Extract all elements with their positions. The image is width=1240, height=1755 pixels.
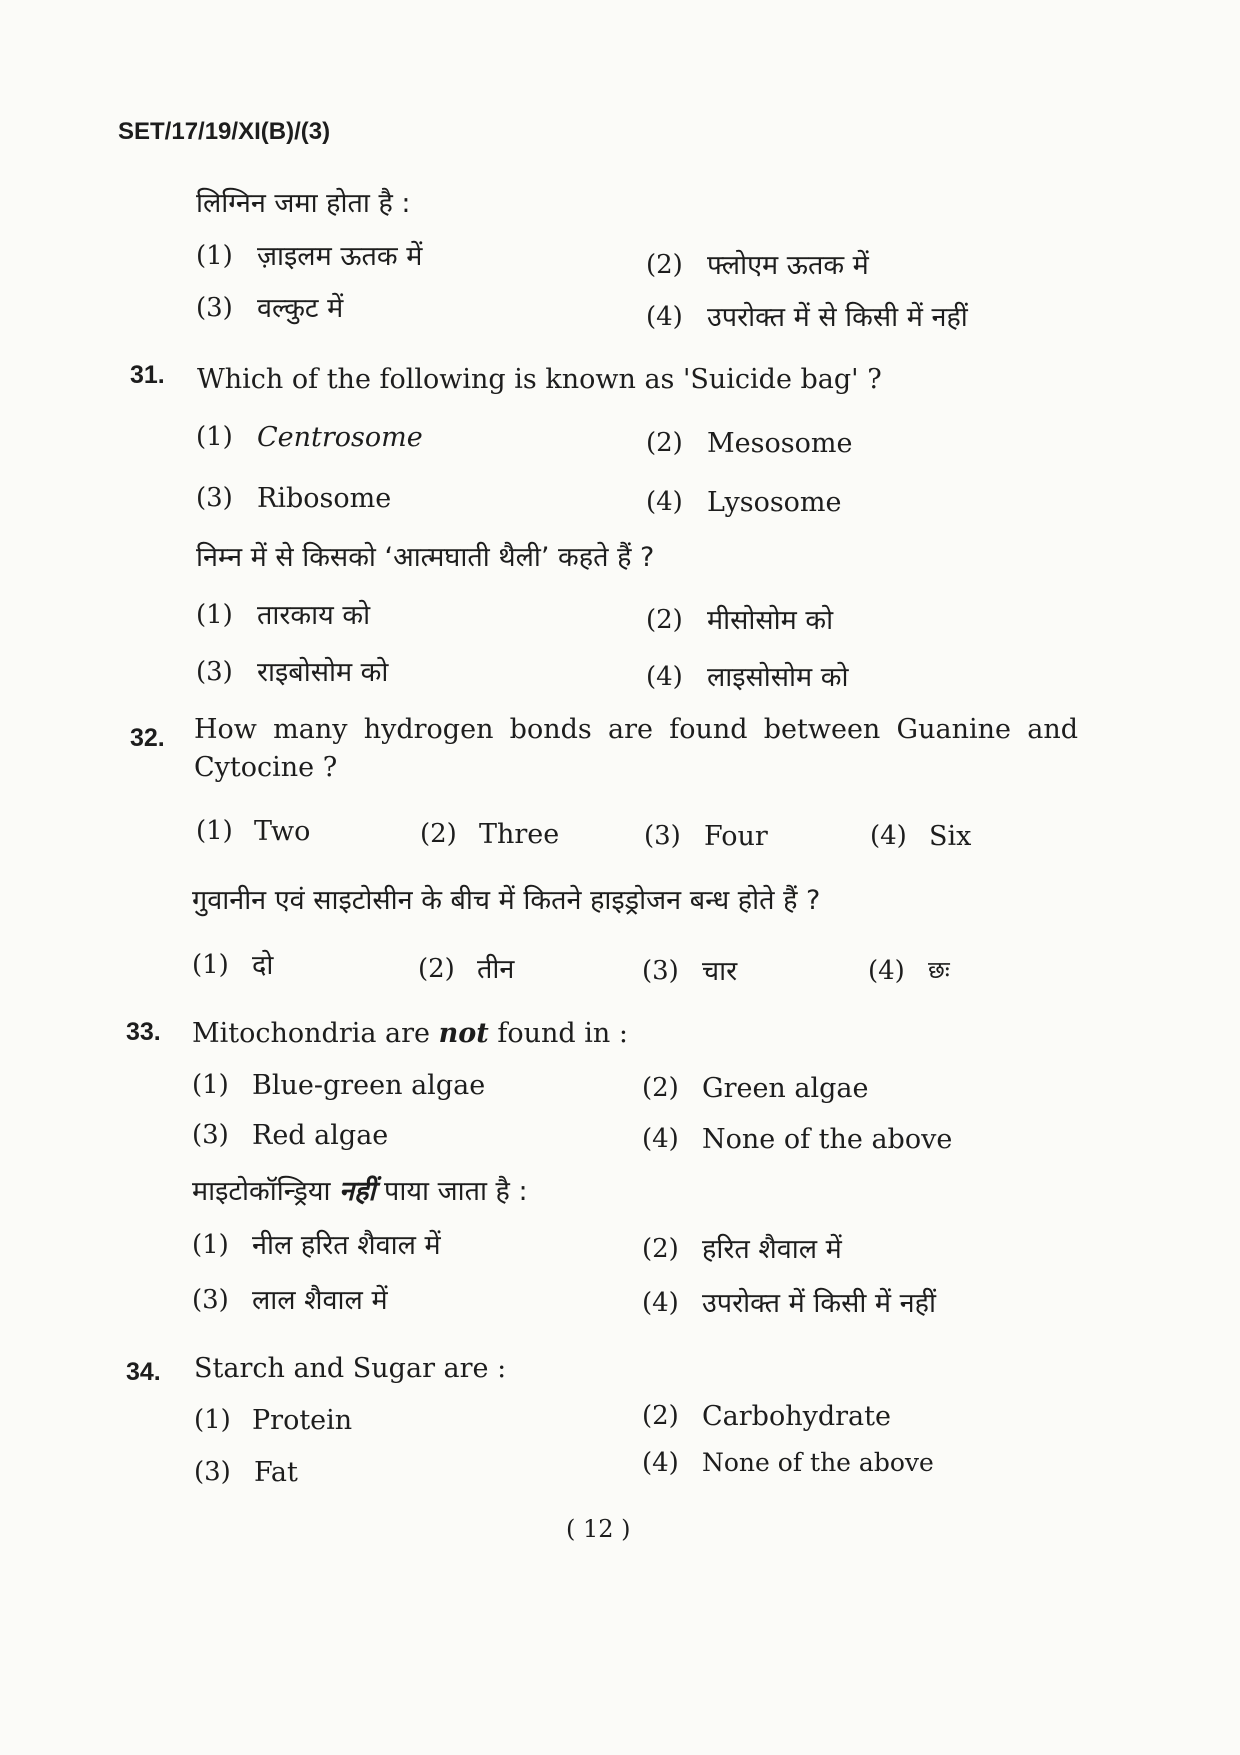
- q31-number: 31.: [130, 361, 165, 389]
- q31-hi-opt1-num: (1): [196, 600, 233, 630]
- q31-opt1-num: (1): [196, 422, 233, 452]
- q33-hi-opt1-num: (1): [192, 1230, 229, 1260]
- q32-hi-opt2: तीन: [477, 954, 515, 985]
- q33-hi-opt2: हरित शैवाल में: [702, 1234, 842, 1265]
- q32-question-line1: How many hydrogen bonds are found between Guanine and: [194, 714, 1078, 745]
- q34-opt1: Protein: [252, 1405, 353, 1436]
- q32-hi-opt3-num: (3): [642, 956, 679, 986]
- q32-opt3-num: (3): [644, 821, 681, 851]
- q31-opt2: Mesosome: [707, 428, 853, 459]
- q32-hi-opt4-num: (4): [868, 956, 905, 986]
- q33-opt4: None of the above: [702, 1124, 953, 1155]
- q30-hi-opt4: उपरोक्त में से किसी में नहीं: [707, 302, 968, 333]
- q33-hi-opt2-num: (2): [642, 1234, 679, 1264]
- q33-hi-opt3-num: (3): [192, 1285, 229, 1315]
- q33-question-emph: not: [438, 1018, 489, 1049]
- q33-hi-opt4-num: (4): [642, 1288, 679, 1318]
- q34-question: Starch and Sugar are :: [194, 1353, 507, 1384]
- q31-opt4-num: (4): [646, 487, 683, 517]
- q33-hindi-question: [192, 1178, 528, 1205]
- q33-hi-opt4: उपरोक्त में किसी में नहीं: [702, 1288, 936, 1319]
- q31-hi-opt3-num: (3): [196, 657, 233, 687]
- q31-hindi-question: निम्न में से किसको ‘आत्मघाती थैली’ कहते हैं ?: [196, 542, 655, 573]
- q32-number: 32.: [130, 724, 165, 752]
- q32-opt4-num: (4): [870, 821, 907, 851]
- q33-hi-opt1: नील हरित शैवाल में: [252, 1230, 441, 1261]
- q32-hindi-question: गुवानीन एवं साइटोसीन के बीच में कितने हाइड्रोजन बन्ध होते हैं ?: [192, 885, 821, 916]
- q30-hi-opt1: ज़ाइलम ऊतक में: [257, 241, 423, 272]
- q31-opt3-num: (3): [196, 483, 233, 513]
- q30-hi-opt3-num: (3): [196, 293, 233, 323]
- q32-opt2-num: (2): [420, 819, 457, 849]
- q33-opt2: Green algae: [702, 1073, 869, 1104]
- q30-hi-opt4-num: (4): [646, 302, 683, 332]
- q31-hi-opt2-num: (2): [646, 605, 683, 635]
- q32-hi-opt2-num: (2): [418, 954, 455, 984]
- q34-opt3-num: (3): [194, 1457, 231, 1487]
- q33-opt1-num: (1): [192, 1070, 229, 1100]
- q33-hindi-emph: नहीं: [339, 1176, 376, 1207]
- q33-question-pre: Mitochondria are: [192, 1018, 431, 1049]
- q33-hindi-pre: माइटोकॉन्ड्रिया: [192, 1176, 331, 1207]
- q33-question: [192, 1020, 628, 1047]
- q31-opt2-num: (2): [646, 428, 683, 458]
- q32-hi-opt3: चार: [702, 956, 738, 987]
- q30-hi-opt2: फ्लोएम ऊतक में: [707, 250, 869, 281]
- q32-hi-opt4: छः: [928, 956, 950, 984]
- q33-question-post: found in :: [497, 1018, 628, 1049]
- q33-opt3: Red algae: [252, 1120, 389, 1151]
- q34-number: 34.: [126, 1358, 161, 1386]
- q30-hi-opt2-num: (2): [646, 250, 683, 280]
- q31-hi-opt4-num: (4): [646, 662, 683, 692]
- q32-hi-opt1-num: (1): [192, 950, 229, 980]
- q34-opt1-num: (1): [194, 1405, 231, 1435]
- q32-opt3: Four: [704, 821, 768, 852]
- q33-hi-opt3: लाल शैवाल में: [252, 1285, 388, 1316]
- q31-hi-opt4: लाइसोसोम को: [707, 662, 849, 693]
- q33-hindi-post: पाया जाता है :: [384, 1176, 528, 1207]
- page-number: ( 12 ): [566, 1515, 631, 1543]
- q31-hi-opt3: राइबोसोम को: [257, 657, 389, 688]
- q31-hi-opt2: मीसोसोम को: [707, 605, 834, 636]
- q33-opt2-num: (2): [642, 1073, 679, 1103]
- q32-opt2: Three: [479, 819, 560, 850]
- q33-number: 33.: [126, 1018, 161, 1046]
- q33-opt3-num: (3): [192, 1120, 229, 1150]
- q34-opt2: Carbohydrate: [702, 1401, 891, 1432]
- q34-opt3: Fat: [254, 1457, 298, 1488]
- q34-opt2-num: (2): [642, 1401, 679, 1431]
- paper-code: SET/17/19/XI(B)/(3): [118, 118, 331, 145]
- q33-opt4-num: (4): [642, 1124, 679, 1154]
- q32-opt1: Two: [254, 816, 311, 847]
- q30-hindi-stem: लिग्निन जमा होता है :: [196, 188, 411, 219]
- q32-question-line2: Cytocine ?: [194, 752, 338, 783]
- q31-hi-opt1: तारकाय को: [257, 600, 371, 631]
- q31-opt4: Lysosome: [707, 487, 842, 518]
- q34-opt4: None of the above: [702, 1448, 934, 1477]
- q30-hi-opt1-num: (1): [196, 241, 233, 271]
- q32-opt4: Six: [929, 821, 972, 852]
- q31-opt1: Centrosome: [257, 422, 423, 453]
- q30-hi-opt3: वल्कुट में: [257, 293, 344, 324]
- q32-hi-opt1: दो: [252, 950, 274, 981]
- q34-opt4-num: (4): [642, 1448, 679, 1478]
- q31-opt3: Ribosome: [257, 483, 392, 514]
- q32-opt1-num: (1): [196, 816, 233, 846]
- q31-question: Which of the following is known as 'Suicide bag' ?: [197, 364, 882, 395]
- q33-opt1: Blue-green algae: [252, 1070, 486, 1101]
